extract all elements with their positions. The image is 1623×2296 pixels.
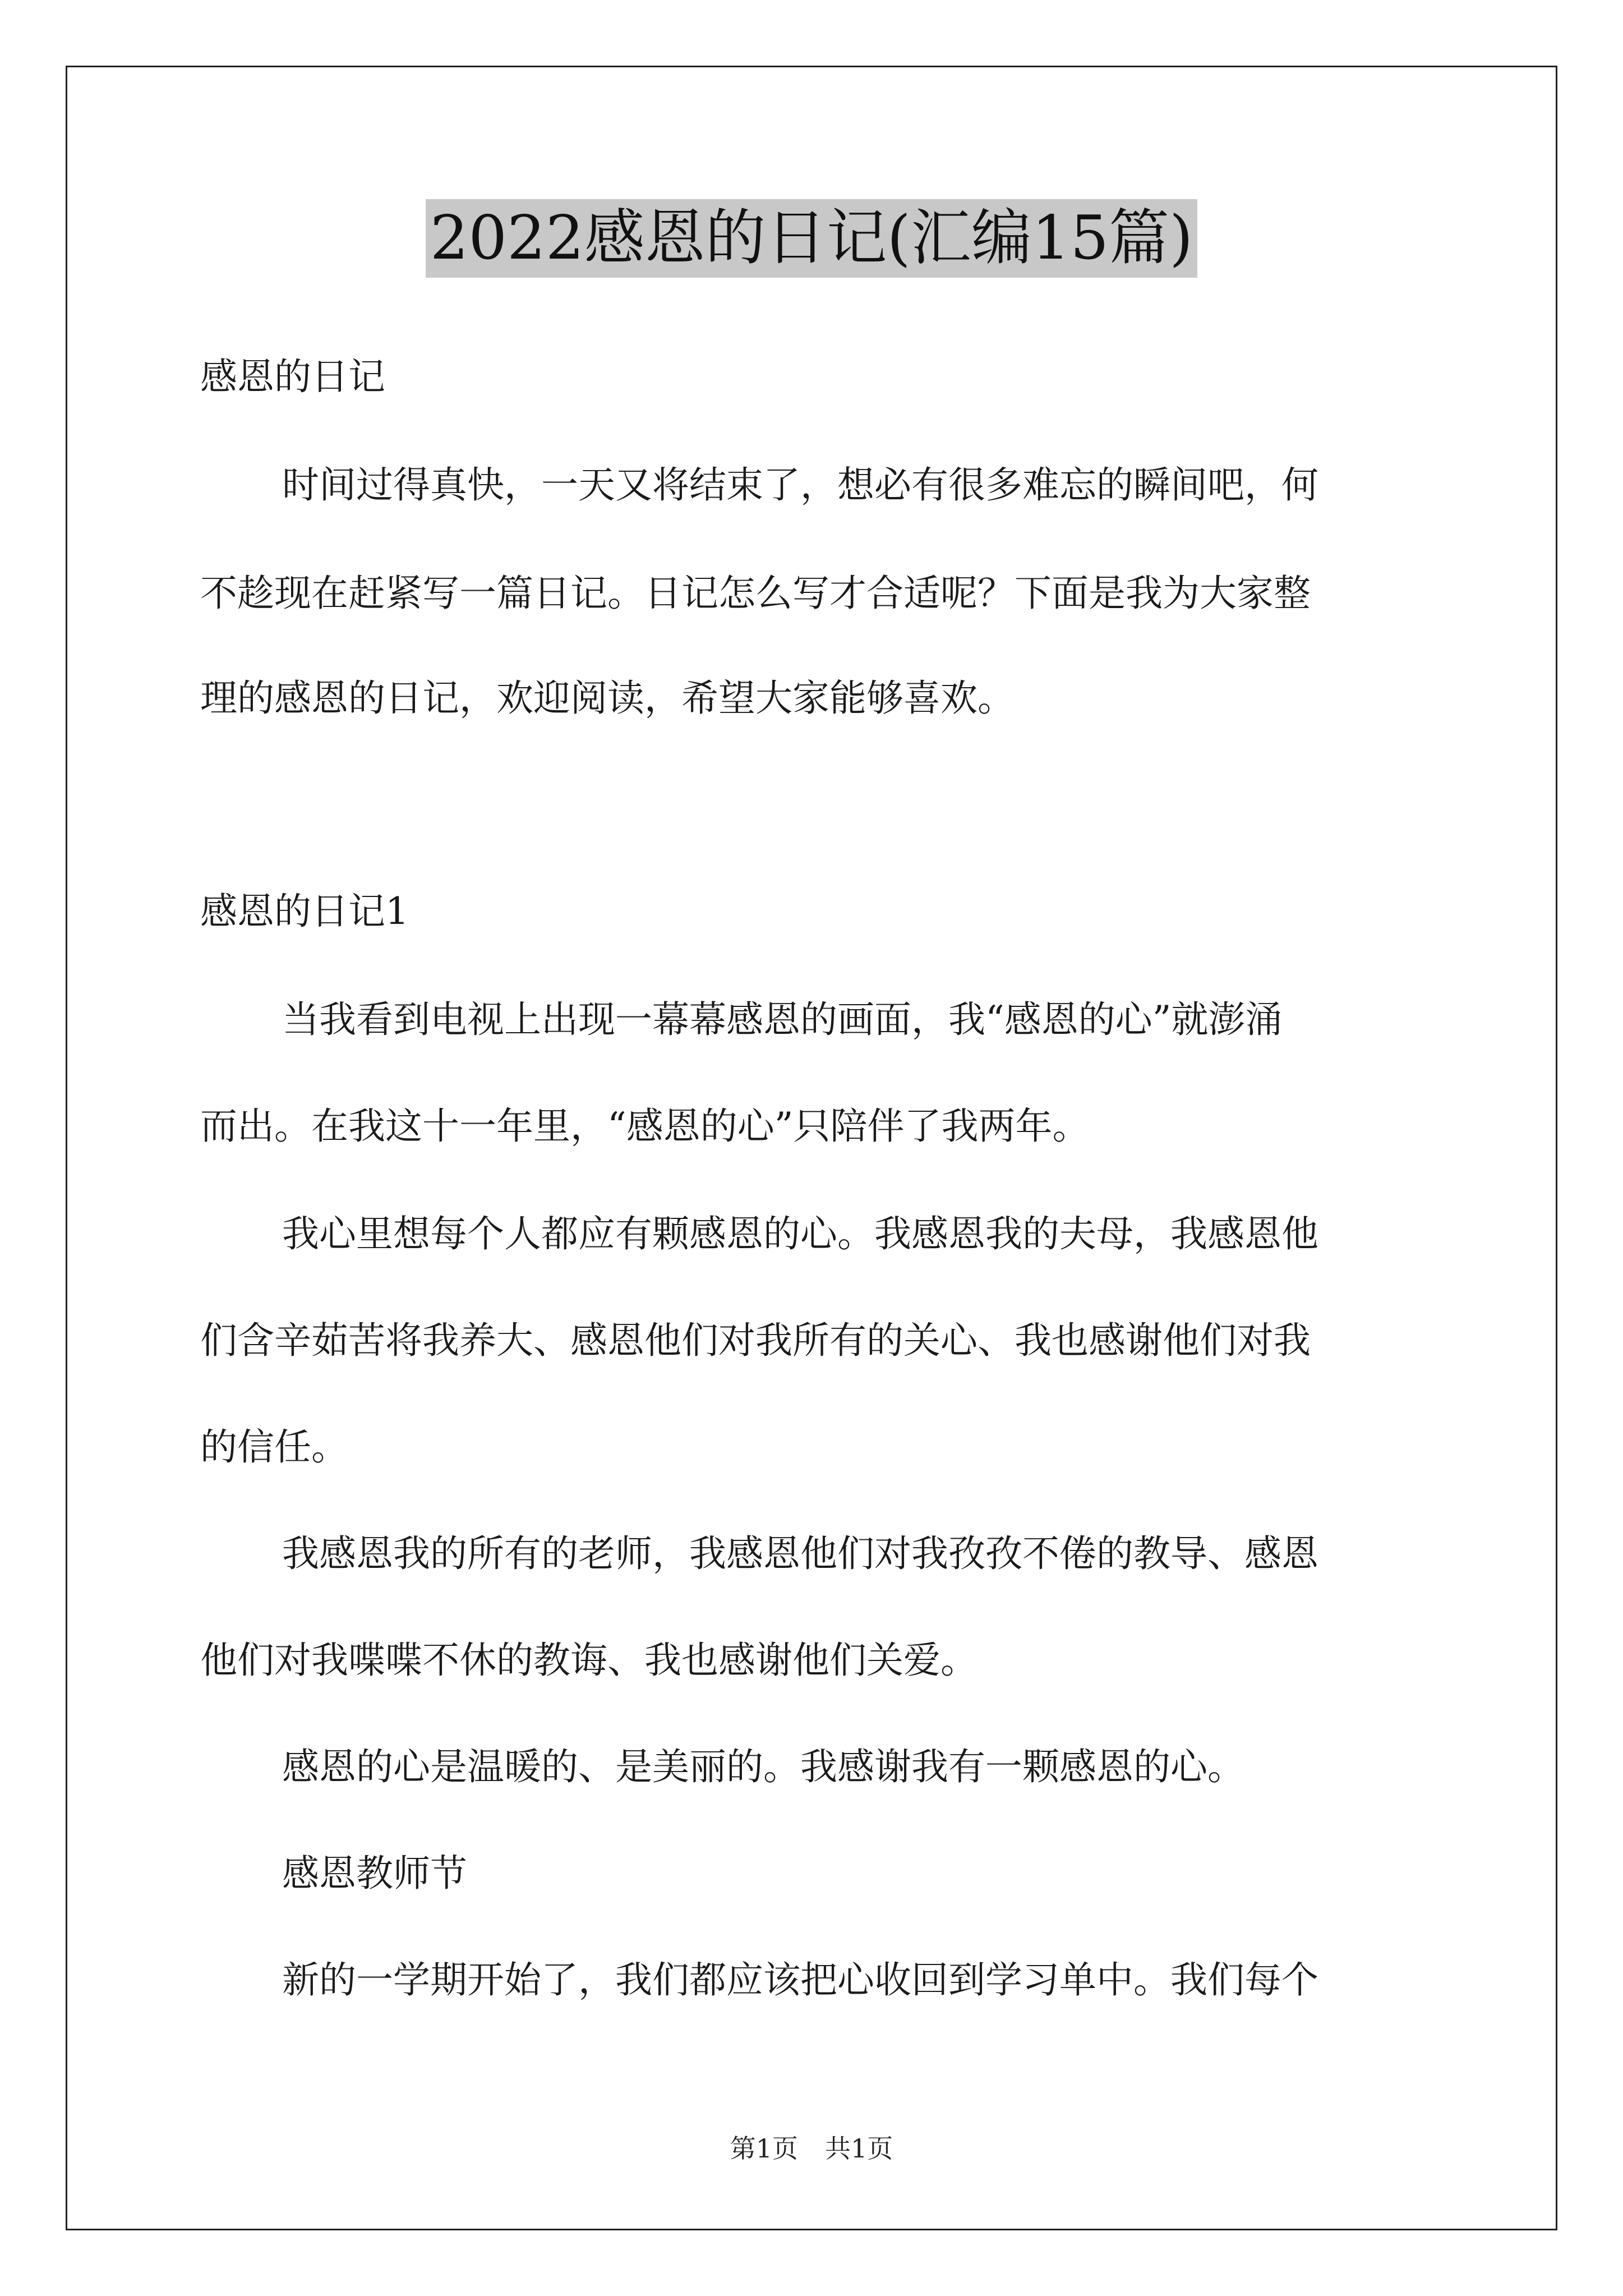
paragraph-line: 的信任。	[200, 1425, 348, 1469]
subheading-line: 感恩教师节	[282, 1852, 467, 1895]
paragraph-line: 不趁现在赶紧写一篇日记。日记怎么写才合适呢？下面是我为大家整	[200, 572, 1311, 615]
section-heading: 感恩的日记1	[200, 890, 409, 933]
paragraph-line: 我感恩我的所有的老师，我感恩他们对我孜孜不倦的教导、感恩	[282, 1532, 1318, 1575]
paragraph-line: 理的感恩的日记，欢迎阅读，希望大家能够喜欢。	[200, 677, 1015, 720]
paragraph-line: 当我看到电视上出现一幕幕感恩的画面，我“感恩的心”就澎涌	[282, 998, 1283, 1041]
paragraph-line: 新的一学期开始了，我们都应该把心收回到学习单中。我们每个	[282, 1958, 1318, 2001]
paragraph-line: 感恩的心是温暖的、是美丽的。我感谢我有一颗感恩的心。	[282, 1745, 1244, 1788]
page-total: 共1页	[825, 2133, 893, 2164]
title-container	[0, 199, 1623, 278]
page-number: 第1页	[730, 2133, 798, 2164]
paragraph-line: 时间过得真快，一天又将结束了，想必有很多难忘的瞬间吧，何	[282, 463, 1318, 507]
page-footer	[0, 2132, 1623, 2165]
document-title: 2022感恩的日记(汇编15篇)	[426, 199, 1198, 278]
paragraph-line: 他们对我喋喋不休的教诲、我也感谢他们关爱。	[200, 1639, 978, 1682]
paragraph-line: 我心里想每个人都应有颗感恩的心。我感恩我的夫母，我感恩他	[282, 1212, 1318, 1255]
paragraph-line: 而出。在我这十一年里，“感恩的心”只陪伴了我两年。	[200, 1105, 1090, 1148]
section-heading: 感恩的日记	[200, 355, 385, 398]
paragraph-line: 们含辛茹苦将我养大、感恩他们对我所有的关心、我也感谢他们对我	[200, 1319, 1311, 1362]
